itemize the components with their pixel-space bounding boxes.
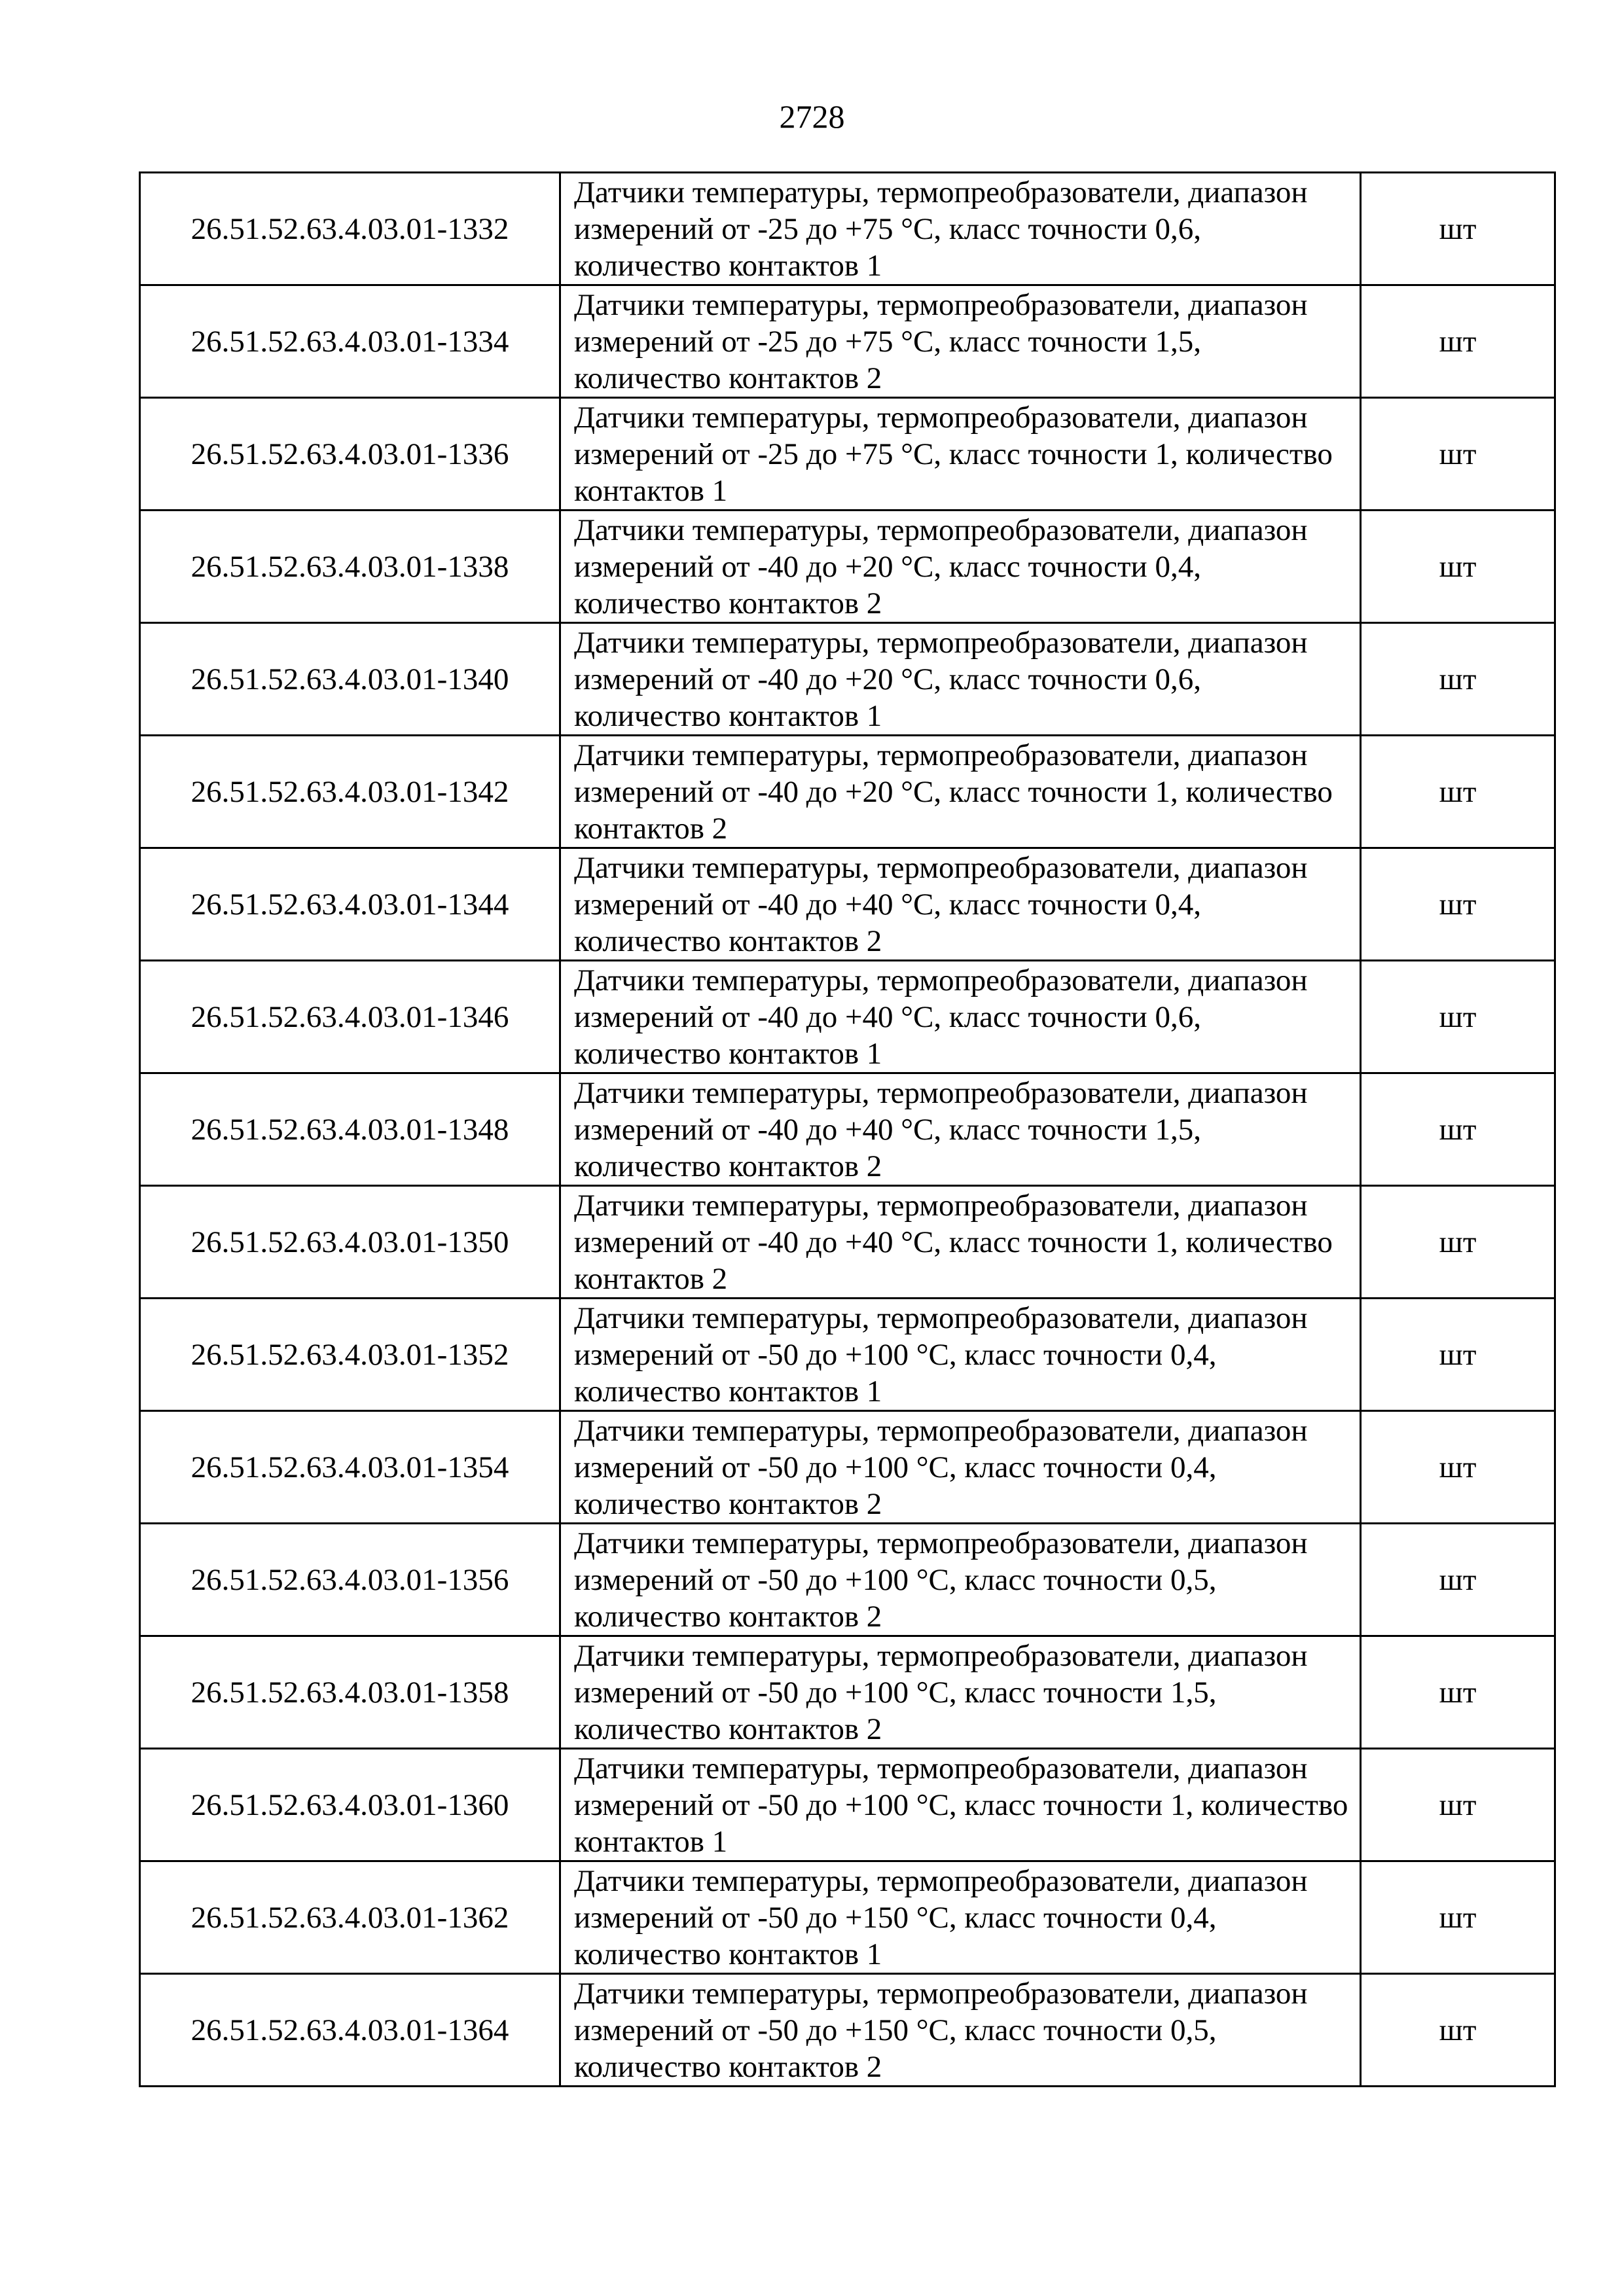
row-unit: шт: [1361, 1861, 1555, 1974]
row-description: [560, 1411, 1361, 1524]
row-description: [560, 173, 1361, 285]
row-description: [560, 1073, 1361, 1186]
row-code: 26.51.52.63.4.03.01-1334: [140, 285, 560, 398]
table-row: [140, 1299, 1555, 1411]
row-description: [560, 1299, 1361, 1411]
row-unit: шт: [1361, 961, 1555, 1073]
row-description: [560, 285, 1361, 398]
row-code: 26.51.52.63.4.03.01-1362: [140, 1861, 560, 1974]
row-code: 26.51.52.63.4.03.01-1332: [140, 173, 560, 285]
row-unit: шт: [1361, 623, 1555, 736]
row-unit: шт: [1361, 511, 1555, 623]
table-row: [140, 1073, 1555, 1186]
row-code: 26.51.52.63.4.03.01-1344: [140, 848, 560, 961]
description-text: Датчики температуры, термопреобразователи, диапазон измерений от -40 до +20 °C, класс точности 0,6, количество контактов 1: [574, 625, 1308, 733]
row-unit: шт: [1361, 173, 1555, 285]
price-table: [139, 171, 1556, 2087]
row-unit: шт: [1361, 1749, 1555, 1861]
row-description: [560, 511, 1361, 623]
table-row: [140, 285, 1555, 398]
row-description: [560, 1974, 1361, 2087]
row-description: [560, 1636, 1361, 1749]
table-row: [140, 1411, 1555, 1524]
row-unit: шт: [1361, 1186, 1555, 1299]
row-code: 26.51.52.63.4.03.01-1338: [140, 511, 560, 623]
description-text: Датчики температуры, термопреобразователи, диапазон измерений от -25 до +75 °C, класс точности 0,6, количество контактов 1: [574, 175, 1308, 283]
description-text: Датчики температуры, термопреобразователи, диапазон измерений от -50 до +100 °C, класс точности 0,5, количество контактов 2: [574, 1526, 1308, 1634]
table-row: [140, 398, 1555, 511]
table-row: [140, 1974, 1555, 2087]
row-unit: шт: [1361, 1524, 1555, 1636]
row-unit: шт: [1361, 285, 1555, 398]
row-description: [560, 623, 1361, 736]
row-description: [560, 961, 1361, 1073]
row-unit: шт: [1361, 848, 1555, 961]
table-body: [140, 173, 1555, 2087]
row-description: [560, 1861, 1361, 1974]
table-row: [140, 1636, 1555, 1749]
description-text: Датчики температуры, термопреобразователи, диапазон измерений от -50 до +100 °C, класс точности 1, количество контактов 1: [574, 1751, 1348, 1859]
row-description: [560, 1749, 1361, 1861]
row-code: 26.51.52.63.4.03.01-1354: [140, 1411, 560, 1524]
description-text: Датчики температуры, термопреобразователи, диапазон измерений от -50 до +150 °C, класс точности 0,4, количество контактов 1: [574, 1863, 1308, 1971]
row-code: 26.51.52.63.4.03.01-1358: [140, 1636, 560, 1749]
row-code: 26.51.52.63.4.03.01-1360: [140, 1749, 560, 1861]
description-text: Датчики температуры, термопреобразователи, диапазон измерений от -40 до +40 °C, класс точности 1,5, количество контактов 2: [574, 1075, 1308, 1183]
description-text: Датчики температуры, термопреобразователи, диапазон измерений от -25 до +75 °C, класс точности 1, количество контактов 1: [574, 400, 1333, 508]
description-text: Датчики температуры, термопреобразователи, диапазон измерений от -25 до +75 °C, класс точности 1,5, количество контактов 2: [574, 287, 1308, 395]
description-text: Датчики температуры, термопреобразователи, диапазон измерений от -50 до +100 °C, класс точности 0,4, количество контактов 1: [574, 1300, 1308, 1408]
table-row: [140, 1524, 1555, 1636]
description-text: Датчики температуры, термопреобразователи, диапазон измерений от -40 до +20 °C, класс точности 1, количество контактов 2: [574, 738, 1333, 846]
row-code: 26.51.52.63.4.03.01-1364: [140, 1974, 560, 2087]
row-code: 26.51.52.63.4.03.01-1348: [140, 1073, 560, 1186]
row-code: 26.51.52.63.4.03.01-1352: [140, 1299, 560, 1411]
row-code: 26.51.52.63.4.03.01-1356: [140, 1524, 560, 1636]
row-unit: шт: [1361, 1299, 1555, 1411]
table-row: [140, 1186, 1555, 1299]
row-unit: шт: [1361, 1636, 1555, 1749]
table-row: [140, 848, 1555, 961]
description-text: Датчики температуры, термопреобразователи, диапазон измерений от -50 до +100 °C, класс точности 1,5, количество контактов 2: [574, 1638, 1308, 1746]
table-row: [140, 623, 1555, 736]
row-unit: шт: [1361, 398, 1555, 511]
row-code: 26.51.52.63.4.03.01-1336: [140, 398, 560, 511]
row-code: 26.51.52.63.4.03.01-1342: [140, 736, 560, 848]
row-description: [560, 1524, 1361, 1636]
row-unit: шт: [1361, 1974, 1555, 2087]
description-text: Датчики температуры, термопреобразователи, диапазон измерений от -50 до +150 °C, класс точности 0,5, количество контактов 2: [574, 1976, 1308, 2084]
table-row: [140, 511, 1555, 623]
table-row: [140, 1749, 1555, 1861]
row-code: 26.51.52.63.4.03.01-1350: [140, 1186, 560, 1299]
description-text: Датчики температуры, термопреобразователи, диапазон измерений от -40 до +40 °C, класс точности 1, количество контактов 2: [574, 1188, 1333, 1296]
row-unit: шт: [1361, 1073, 1555, 1186]
row-description: [560, 848, 1361, 961]
row-description: [560, 1186, 1361, 1299]
description-text: Датчики температуры, термопреобразователи, диапазон измерений от -40 до +40 °C, класс точности 0,6, количество контактов 1: [574, 963, 1308, 1071]
page-number: 2728: [779, 98, 845, 135]
description-text: Датчики температуры, термопреобразователи, диапазон измерений от -50 до +100 °C, класс точности 0,4, количество контактов 2: [574, 1413, 1308, 1521]
row-code: 26.51.52.63.4.03.01-1340: [140, 623, 560, 736]
description-text: Датчики температуры, термопреобразователи, диапазон измерений от -40 до +20 °C, класс точности 0,4, количество контактов 2: [574, 512, 1308, 620]
row-description: [560, 398, 1361, 511]
row-code: 26.51.52.63.4.03.01-1346: [140, 961, 560, 1073]
row-description: [560, 736, 1361, 848]
description-text: Датчики температуры, термопреобразователи, диапазон измерений от -40 до +40 °C, класс точности 0,4, количество контактов 2: [574, 850, 1308, 958]
table-row: [140, 736, 1555, 848]
row-unit: шт: [1361, 1411, 1555, 1524]
table-row: [140, 961, 1555, 1073]
table-row: [140, 173, 1555, 285]
row-unit: шт: [1361, 736, 1555, 848]
table-row: [140, 1861, 1555, 1974]
